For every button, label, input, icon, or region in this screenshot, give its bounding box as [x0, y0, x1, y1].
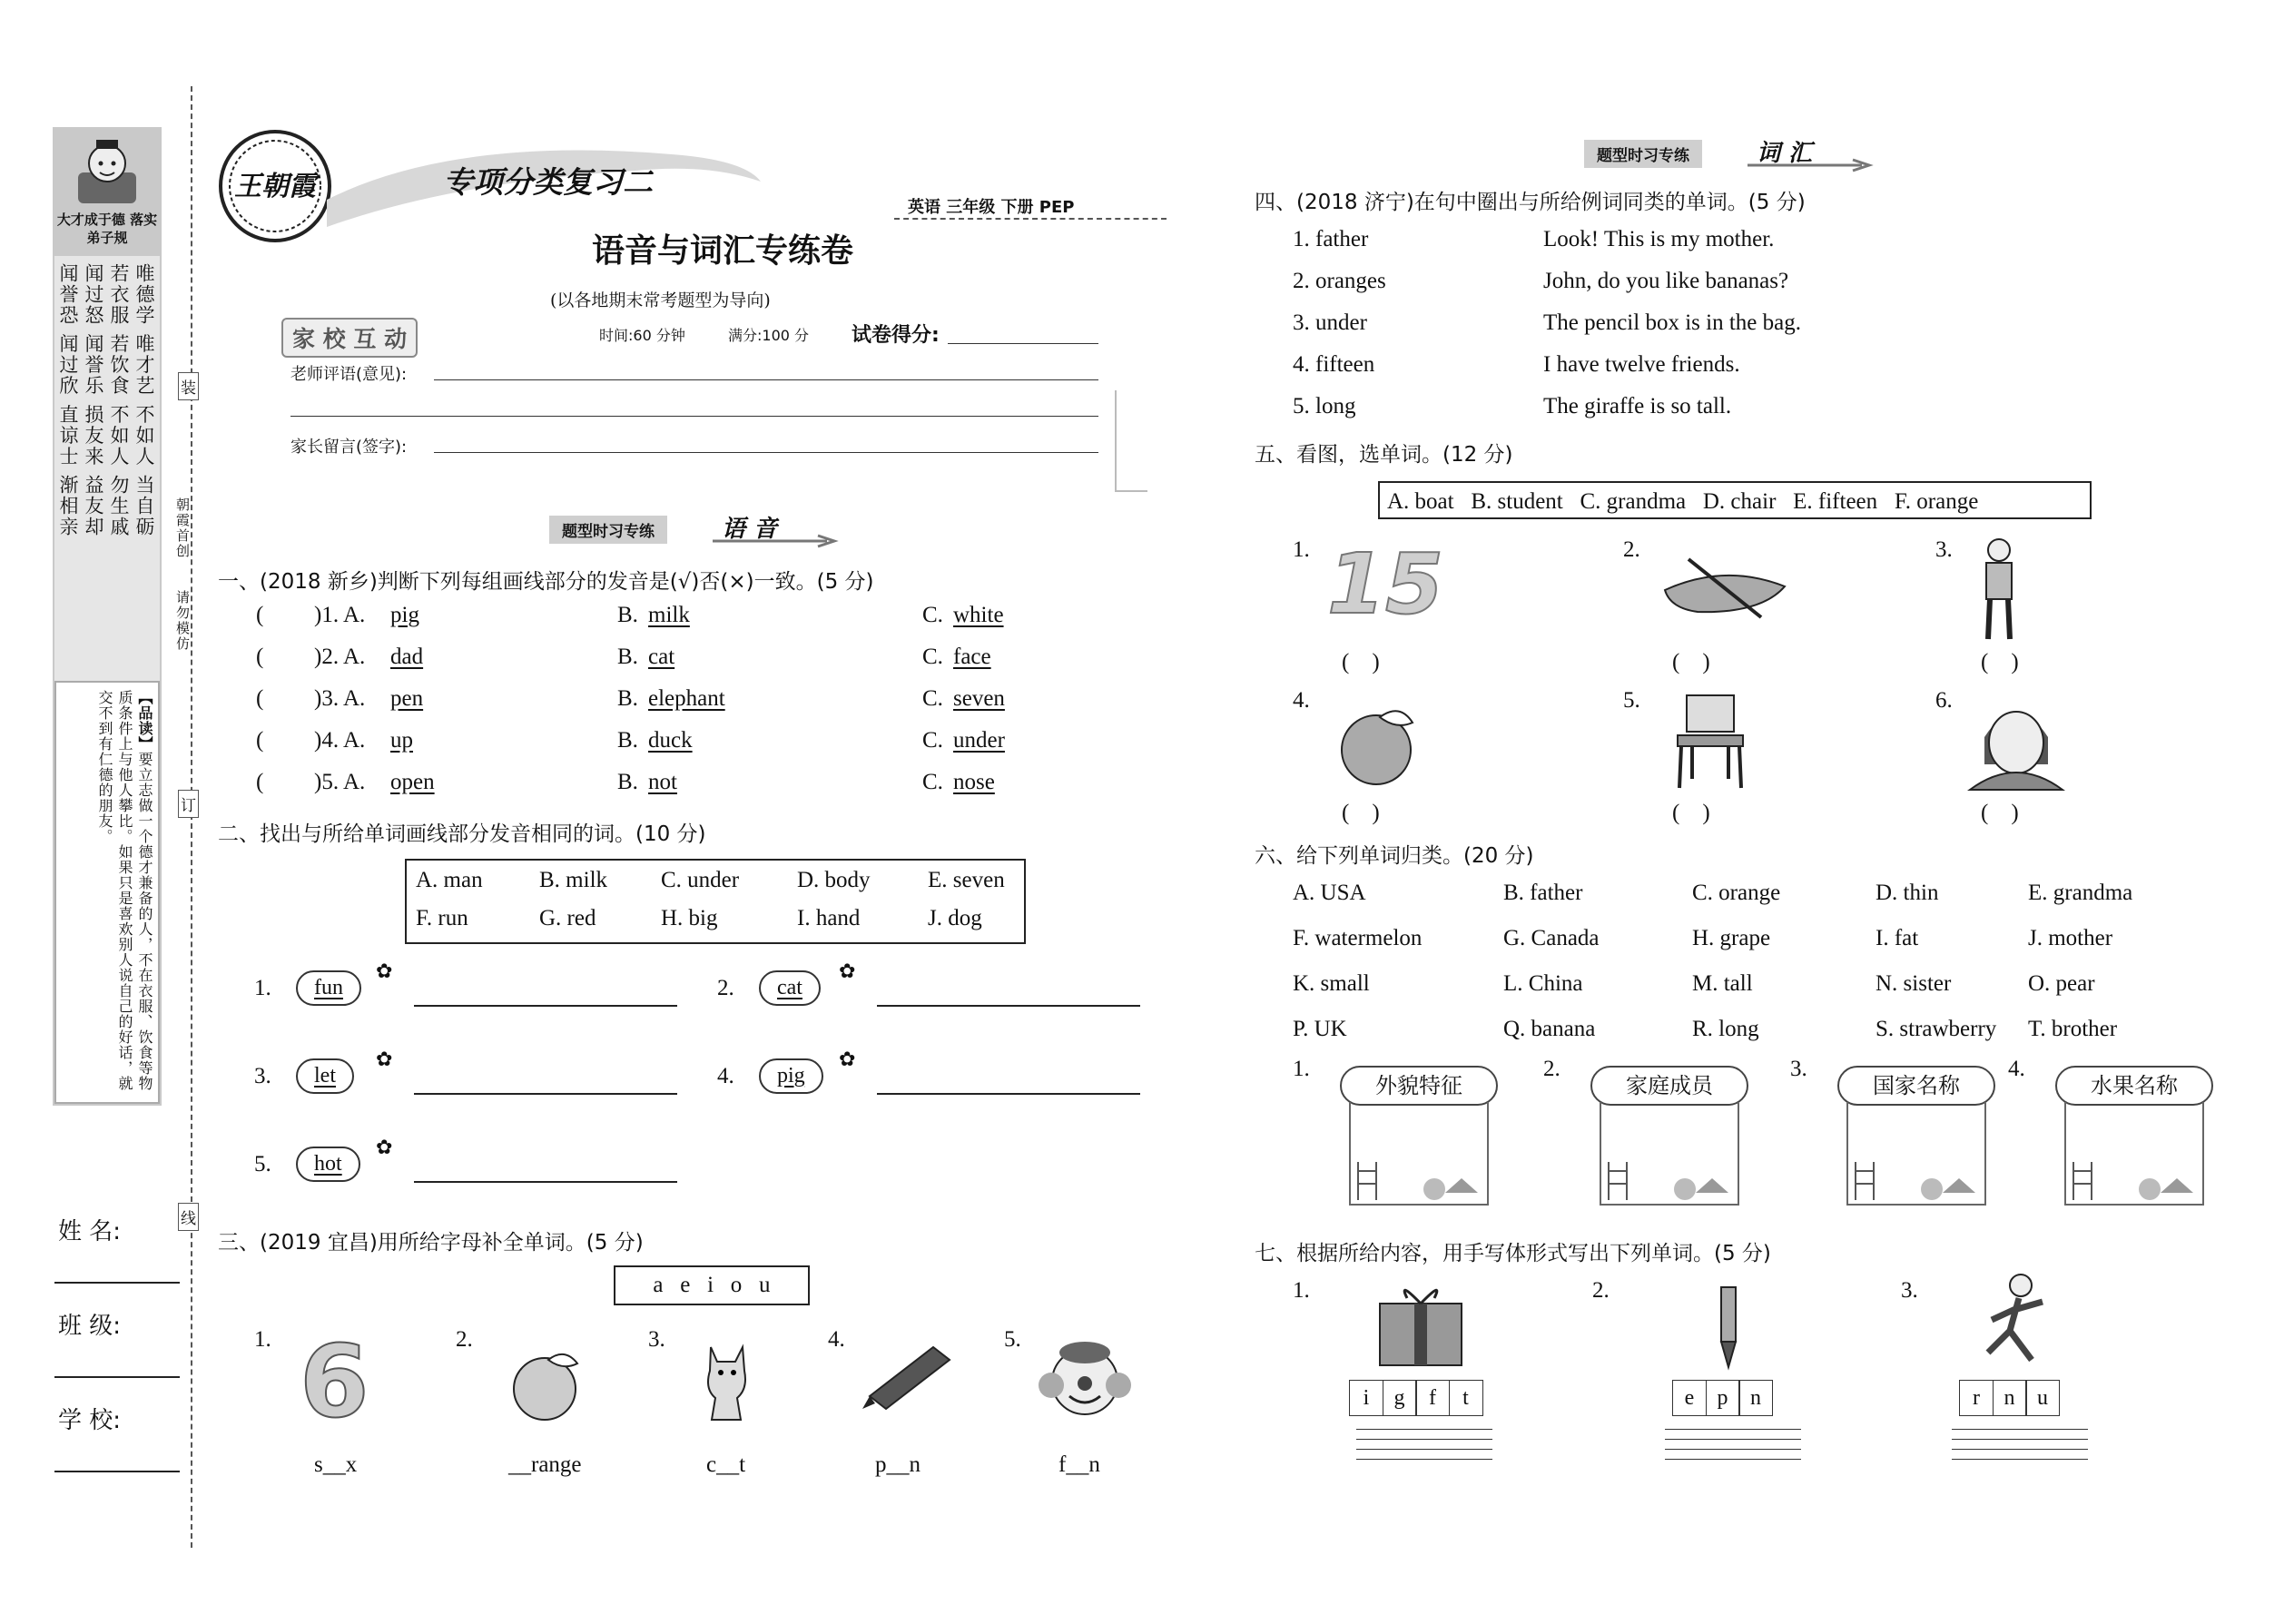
- flower-icon: ✿: [376, 960, 393, 982]
- parent-message-label: 家长留言(签字):: [290, 438, 408, 457]
- q5-answer-paren[interactable]: ( ): [1981, 801, 2019, 825]
- q6-word: B. father: [1503, 881, 1583, 905]
- q2-option: A. man: [416, 868, 483, 892]
- q1-row: [256, 728, 1073, 770]
- q1-b-label: B.: [617, 603, 638, 627]
- q2-item: [254, 1136, 690, 1206]
- q2-word-tag: [759, 1058, 823, 1094]
- q4-sentence[interactable]: John, do you like bananas?: [1543, 269, 1789, 293]
- q2-option: E. seven: [928, 868, 1005, 892]
- q2-word-tag: [296, 1147, 360, 1182]
- clown-icon: [1035, 1331, 1135, 1425]
- q1-num: )4. A.: [314, 728, 366, 753]
- q3-word: f__n: [1058, 1452, 1100, 1477]
- cat-icon: [697, 1334, 761, 1429]
- q1-b-label: B.: [617, 770, 638, 794]
- q1-c-label: C.: [922, 686, 943, 711]
- q4-word: 3. under: [1293, 310, 1367, 335]
- q4-row: [1293, 310, 1928, 352]
- letter-cell: f: [1415, 1380, 1450, 1416]
- q1-title: 一、(2018 新乡)判断下列每组画线部分的发音是(√)否(×)一致。(5 分): [218, 570, 874, 594]
- reading-label: 【品读】: [136, 690, 153, 752]
- q1-c-label: C.: [922, 728, 943, 753]
- class-field-label: 班 级:: [58, 1313, 122, 1340]
- q2-word: pig: [777, 1064, 805, 1088]
- score-field-line[interactable]: [948, 343, 1098, 344]
- score-field-label: 试卷得分:: [852, 324, 940, 347]
- q2-answer-line[interactable]: [877, 1005, 1140, 1007]
- q1-rows: [256, 603, 1073, 812]
- category-card[interactable]: [1293, 1057, 1483, 1211]
- category-num: 4.: [2008, 1057, 2025, 1081]
- q2-word-tag: [296, 1058, 354, 1094]
- teacher-comment-line[interactable]: [290, 416, 1098, 417]
- flower-icon: ✿: [376, 1048, 393, 1070]
- name-field-line[interactable]: [54, 1282, 180, 1284]
- q2-option: C. under: [661, 868, 740, 892]
- q3-item-num: 1.: [254, 1327, 271, 1352]
- q1-b-label: B.: [617, 686, 638, 711]
- category-num: 3.: [1790, 1057, 1807, 1081]
- parent-message-line[interactable]: [434, 452, 1098, 453]
- q3-item-num: 2.: [456, 1327, 473, 1352]
- q2-item: [254, 960, 690, 1030]
- reading-block: [54, 681, 160, 1104]
- chair-icon: [1665, 692, 1756, 795]
- poem-column: 唯德学 唯才艺 不如人 当自砺: [133, 263, 155, 538]
- subject-line: 英语 三年级 下册 PEP: [908, 198, 1075, 217]
- flower-icon: ✿: [376, 1136, 393, 1158]
- q2-item: [717, 960, 1153, 1030]
- q4-sentence[interactable]: Look! This is my mother.: [1543, 227, 1775, 251]
- q7-num: 3.: [1901, 1278, 1918, 1303]
- q6-word: O. pear: [2028, 971, 2095, 996]
- q2-option: G. red: [539, 906, 596, 930]
- answer-paren[interactable]: (: [256, 603, 264, 627]
- q1-a-word: pig: [390, 603, 419, 627]
- answer-paren[interactable]: (: [256, 686, 264, 711]
- q1-b-label: B.: [617, 645, 638, 669]
- q6-word: I. fat: [1876, 926, 1919, 950]
- score-label: 满分:100 分: [728, 327, 810, 344]
- note-column: 请勿模仿: [174, 590, 191, 652]
- page-title: 语音与词汇专练卷: [592, 231, 854, 270]
- q5-num: 6.: [1935, 688, 1953, 713]
- orange-icon: [508, 1343, 590, 1429]
- q1-c-label: C.: [922, 770, 943, 794]
- grandma-icon: [1966, 692, 2066, 795]
- page-subtitle: (以各地期末常考题型为导向): [550, 290, 771, 310]
- category-num: 1.: [1293, 1057, 1310, 1081]
- letter-cell: u: [2025, 1380, 2060, 1416]
- q2-word: cat: [777, 976, 802, 999]
- fifteen-icon: 15: [1327, 536, 1444, 633]
- q1-row: [256, 770, 1073, 812]
- boat-icon: [1661, 554, 1788, 630]
- q3-word: s__x: [314, 1452, 358, 1477]
- q1-row: [256, 645, 1073, 686]
- q1-a-word: dad: [390, 645, 424, 669]
- q2-item: [717, 1048, 1153, 1118]
- q1-a-word: pen: [390, 686, 424, 711]
- subject-underline: [894, 218, 1167, 220]
- poem-column: 若衣服 若饮食 不如人 勿生戚: [108, 263, 130, 538]
- handwriting-lines[interactable]: [1952, 1429, 2088, 1460]
- answer-paren[interactable]: (: [256, 728, 264, 753]
- q6-word: F. watermelon: [1293, 926, 1423, 950]
- banner-tag: 题型时习专练: [1584, 140, 1702, 168]
- q1-b-word: duck: [648, 728, 693, 753]
- q3-title: 三、(2019 宜昌)用所给字母补全单词。(5 分): [218, 1231, 644, 1255]
- letter-cell: n: [1738, 1380, 1773, 1416]
- q6-word: Q. banana: [1503, 1017, 1596, 1041]
- letter-cell: p: [1706, 1380, 1740, 1416]
- q6-word: A. USA: [1293, 881, 1366, 905]
- category-card[interactable]: [2008, 1057, 2199, 1211]
- q5-num: 2.: [1623, 537, 1640, 562]
- orange-icon: [1331, 699, 1431, 793]
- q5-answer-paren[interactable]: ( ): [1342, 650, 1380, 674]
- category-label: 外貌特征: [1340, 1066, 1498, 1106]
- q5-num: 1.: [1293, 537, 1310, 562]
- pen-icon: [861, 1343, 960, 1420]
- q4-sentence[interactable]: I have twelve friends.: [1543, 352, 1740, 377]
- letter-cell: t: [1449, 1380, 1483, 1416]
- flower-icon: ✿: [839, 960, 856, 982]
- q7-num: 2.: [1592, 1278, 1610, 1303]
- q4-sentence[interactable]: The giraffe is so tall.: [1543, 394, 1732, 418]
- q2-answer-line[interactable]: [414, 1005, 677, 1007]
- q5-answer-paren[interactable]: ( ): [1672, 650, 1710, 674]
- letter-cell: g: [1383, 1380, 1417, 1416]
- q6-word: N. sister: [1876, 971, 1952, 996]
- q4-word: 5. long: [1293, 394, 1356, 418]
- q1-c-word: seven: [953, 686, 1005, 711]
- q1-b-word: milk: [648, 603, 690, 627]
- letter-cell: n: [1993, 1380, 2027, 1416]
- six-icon: 6: [300, 1324, 369, 1440]
- q1-num: )2. A.: [314, 645, 366, 669]
- q4-row: [1293, 352, 1928, 394]
- q5-num: 3.: [1935, 537, 1953, 562]
- q7-title: 七、根据所给内容，用手写体形式写出下列单词。(5 分): [1255, 1242, 1771, 1265]
- q2-option: I. hand: [797, 906, 861, 930]
- q4-rows: [1293, 227, 1928, 436]
- q1-b-label: B.: [617, 728, 638, 753]
- q5-option-box: A. boat B. student C. grandma D. chair E. fifteen F. orange: [1378, 481, 2092, 519]
- category-card[interactable]: [1543, 1057, 1734, 1211]
- q4-row: [1293, 269, 1928, 310]
- q2-answer-line[interactable]: [877, 1093, 1140, 1095]
- q5-answer-paren[interactable]: ( ): [1342, 801, 1380, 825]
- q2-answer-line[interactable]: [414, 1181, 677, 1183]
- note-column: 朝霞首创: [174, 497, 191, 559]
- q6-word: J. mother: [2028, 926, 2113, 950]
- q4-row: [1293, 394, 1928, 436]
- sidebar-motto: 大才成于德 落实弟子规: [56, 212, 158, 246]
- q4-word: 2. oranges: [1293, 269, 1386, 293]
- banner-name: 语 音: [722, 516, 778, 543]
- q5-answer-paren[interactable]: ( ): [1981, 650, 2019, 674]
- q1-c-word: nose: [953, 770, 995, 794]
- q2-item-num: 1.: [254, 976, 271, 1000]
- poem-column: 闻誉恐 闻过欣 直谅士 渐相亲: [57, 263, 79, 538]
- q6-word: G. Canada: [1503, 926, 1600, 950]
- q6-word-grid: [1293, 881, 2164, 1062]
- fold-mark: 线: [178, 1203, 199, 1231]
- q6-title: 六、给下列单词归类。(20 分): [1255, 844, 1534, 868]
- q1-a-word: up: [390, 728, 413, 753]
- q6-word: R. long: [1692, 1017, 1759, 1041]
- q2-item-num: 3.: [254, 1064, 271, 1088]
- q3-item-num: 4.: [828, 1327, 845, 1352]
- q2-option: F. run: [416, 906, 468, 930]
- fold-mark: 装: [178, 372, 199, 400]
- teacher-comment-label: 老师评语(意见):: [290, 365, 408, 384]
- q5-title: 五、看图，选单词。(12 分): [1255, 443, 1513, 467]
- q3-item-num: 3.: [648, 1327, 665, 1352]
- q1-num: )5. A.: [314, 770, 366, 794]
- q2-word-tag: [759, 970, 821, 1006]
- section-banner: [1584, 134, 1875, 171]
- reading-body: 要立志做一个德才兼备的人，不在衣服、饮食等物质条件上与他人攀比。如果只是喜欢别人说自己的好话，就交不到有仁德的朋友。: [96, 690, 153, 1091]
- q3-word: __range: [508, 1452, 582, 1477]
- q6-word: C. orange: [1692, 881, 1781, 905]
- q7-letter-cells: [1672, 1380, 1772, 1416]
- q1-num: )3. A.: [314, 686, 366, 711]
- q6-word: E. grandma: [2028, 881, 2133, 905]
- q2-option: B. milk: [539, 868, 608, 892]
- class-field-line[interactable]: [54, 1376, 180, 1378]
- answer-paren[interactable]: (: [256, 645, 264, 669]
- q6-word: M. tall: [1692, 971, 1753, 996]
- q5-num: 4.: [1293, 688, 1310, 713]
- handwriting-lines[interactable]: [1665, 1429, 1801, 1460]
- q1-b-word: not: [648, 770, 677, 794]
- q2-word: let: [314, 1064, 336, 1088]
- flower-icon: ✿: [839, 1048, 856, 1070]
- q2-option-box: [405, 859, 1026, 944]
- q3-item-num: 5.: [1004, 1327, 1021, 1352]
- q2-option: D. body: [797, 868, 871, 892]
- school-field-label: 学 校:: [58, 1407, 122, 1434]
- q1-num: )1. A.: [314, 603, 366, 627]
- q6-word: L. China: [1503, 971, 1583, 996]
- q1-c-label: C.: [922, 645, 943, 669]
- q4-word: 1. father: [1293, 227, 1369, 251]
- interaction-title: 家 校 互 动: [281, 318, 418, 358]
- section-banner: [549, 510, 840, 546]
- decor-lines: [1115, 390, 1147, 492]
- q1-row: [256, 603, 1073, 645]
- brand-name: 王朝霞: [234, 171, 316, 202]
- name-field-label: 姓 名:: [58, 1218, 122, 1245]
- student-icon: [1972, 536, 2026, 648]
- category-label: 家庭成员: [1590, 1066, 1748, 1106]
- category-card[interactable]: [1790, 1057, 1981, 1211]
- q3-letter-box: a e i o u: [614, 1265, 810, 1305]
- time-label: 时间:60 分钟: [599, 327, 685, 344]
- q3-word: p__n: [875, 1452, 921, 1477]
- q4-word: 4. fifteen: [1293, 352, 1375, 377]
- q2-word: fun: [314, 976, 343, 999]
- category-label: 国家名称: [1837, 1066, 1995, 1106]
- poem-column: 闻过怒 闻誉乐 损友来 益友却: [83, 263, 104, 538]
- q6-word: D. thin: [1876, 881, 1939, 905]
- q2-word-tag: [296, 970, 361, 1006]
- sidebar-panel: [53, 127, 162, 1106]
- q6-word: H. grape: [1692, 926, 1771, 950]
- q1-b-word: cat: [648, 645, 675, 669]
- q6-word: T. brother: [2028, 1017, 2118, 1041]
- handwriting-lines[interactable]: [1356, 1429, 1492, 1460]
- q2-word: hot: [314, 1152, 342, 1176]
- q1-c-label: C.: [922, 603, 943, 627]
- q2-option: H. big: [661, 906, 718, 930]
- q2-item-num: 5.: [254, 1152, 271, 1176]
- q6-word: S. strawberry: [1876, 1017, 1997, 1041]
- q2-title: 二、找出与所给单词画线部分发音相同的词。(10 分): [218, 822, 706, 846]
- mascot-icon: [73, 136, 142, 212]
- q7-letter-cells: [1959, 1380, 2059, 1416]
- q6-word: K. small: [1293, 971, 1370, 996]
- q5-answer-paren[interactable]: ( ): [1672, 801, 1710, 825]
- q1-c-word: under: [953, 728, 1005, 753]
- q2-option: J. dog: [928, 906, 982, 930]
- q2-answer-line[interactable]: [414, 1093, 677, 1095]
- q2-item-num: 2.: [717, 976, 734, 1000]
- running-boy-icon: [1970, 1271, 2061, 1374]
- answer-paren[interactable]: (: [256, 770, 264, 794]
- q4-row: [1293, 227, 1928, 269]
- reading-text: [94, 690, 154, 1098]
- series-title: 专项分类复习二: [443, 164, 653, 200]
- q4-sentence[interactable]: The pencil box is in the bag.: [1543, 310, 1801, 335]
- q4-title: 四、(2018 济宁)在句中圈出与所给例词同类的单词。(5 分): [1255, 191, 1806, 214]
- teacher-comment-line[interactable]: [434, 379, 1098, 380]
- gift-icon: [1371, 1280, 1471, 1371]
- q1-a-word: open: [390, 770, 435, 794]
- school-field-line[interactable]: [54, 1471, 180, 1472]
- letter-cell: r: [1959, 1380, 1994, 1416]
- q7-num: 1.: [1293, 1278, 1310, 1303]
- q1-c-word: face: [953, 645, 991, 669]
- pen-icon: [1710, 1282, 1747, 1376]
- q1-c-word: white: [953, 603, 1004, 627]
- q2-item-num: 4.: [717, 1064, 734, 1088]
- q2-item: [254, 1048, 690, 1118]
- q1-row: [256, 686, 1073, 728]
- fold-mark: 订: [178, 790, 199, 818]
- q7-letter-cells: [1349, 1380, 1482, 1416]
- q3-word: c__t: [706, 1452, 746, 1477]
- category-num: 2.: [1543, 1057, 1561, 1081]
- banner-name: 词 汇: [1757, 140, 1813, 167]
- category-label: 水果名称: [2055, 1066, 2213, 1106]
- banner-tag: 题型时习专练: [549, 516, 667, 544]
- letter-cell: e: [1672, 1380, 1707, 1416]
- q6-word: P. UK: [1293, 1017, 1347, 1041]
- q5-num: 5.: [1623, 688, 1640, 713]
- letter-cell: i: [1349, 1380, 1383, 1416]
- q1-b-word: elephant: [648, 686, 725, 711]
